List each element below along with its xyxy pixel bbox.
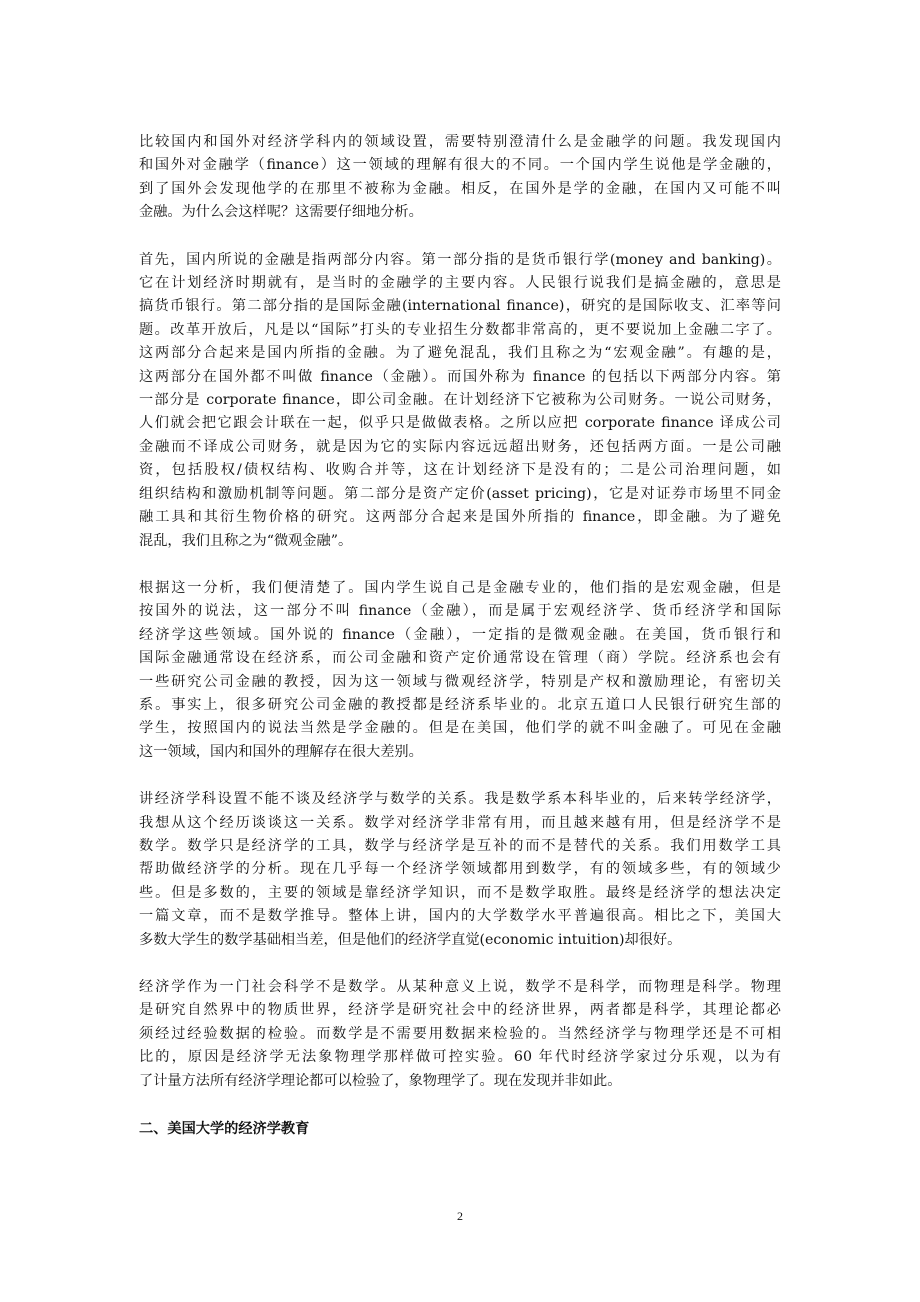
text-line: 金融。为什么会这样呢？这需要仔细地分析。 xyxy=(139,204,423,221)
text-line: 一些研究公司金融的教授，因为这一领域与微观经济学，特别是产权和激励理论，有密切关 xyxy=(139,673,781,690)
text-line: 根据这一分析，我们便清楚了。国内学生说自己是金融专业的，他们指的是宏观金融，但是 xyxy=(139,579,781,596)
paragraph-domestic-vs-foreign-finance xyxy=(139,249,781,553)
page-number: 2 xyxy=(457,1209,463,1223)
text-line: 这两部分合起来是国内所指的金融。为了避免混乱，我们且称之为“宏观金融”。有趣的是， xyxy=(139,345,781,362)
document-body xyxy=(139,131,781,1141)
text-line: 比的，原因是经济学无法象物理学那样做可控实验。60 年代时经济学家过分乐观，以为有 xyxy=(139,1049,781,1066)
text-line: 这一领域，国内和国外的理解存在很大差别。 xyxy=(139,743,423,760)
text-line: 它在计划经济时期就有，是当时的金融学的主要内容。人民银行说我们是搞金融的，意思是 xyxy=(139,275,781,292)
text-line: 搞货币银行。第二部分指的是国际金融(international finance)，研究的是国际收支、汇率等问 xyxy=(139,298,781,315)
text-line: 我想从这个经历谈谈这一关系。数学对经济学非常有用，而且越来越有用，但是经济学不是 xyxy=(139,814,781,831)
text-line: 人们就会把它跟会计联在一起，似乎只是做做表格。之所以应把 corporate finance 译成公司 xyxy=(139,415,781,432)
text-line: 了计量方法所有经济学理论都可以检验了，象物理学了。现在发现并非如此。 xyxy=(139,1072,622,1089)
paragraph-analysis-conclusion xyxy=(139,577,781,764)
text-line: 是研究自然界中的物质世界，经济学是研究社会中的经济世界，两者都是科学，其理论都必 xyxy=(139,1002,781,1019)
text-line: 这两部分在国外都不叫做 finance（金融）。而国外称为 finance 的包括以下两部分内容。第 xyxy=(139,368,781,385)
paragraph-finance-comparison xyxy=(139,131,781,225)
text-line: 学生，按照国内的说法当然是学金融的。但是在美国，他们学的就不叫金融了。可见在金融 xyxy=(139,720,781,737)
text-line: 组织结构和激励机制等问题。第二部分是资产定价(asset pricing)，它是对证券市场里不同金 xyxy=(139,485,781,502)
text-line: 讲经济学科设置不能不谈及经济学与数学的关系。我是数学系本科毕业的，后来转学经济学， xyxy=(139,791,781,808)
text-line: 和国外对金融学（finance）这一领域的理解有很大的不同。一个国内学生说他是学金融的， xyxy=(139,157,781,174)
paragraph-economics-and-math xyxy=(139,788,781,952)
text-line: 到了国外会发现他学的在那里不被称为金融。相反，在国外是学的金融，在国内又可能不叫 xyxy=(139,180,781,197)
text-line: 融工具和其衍生物价格的研究。这两部分合起来是国外所指的 finance，即金融。为了避免 xyxy=(139,509,781,526)
text-line: 一部分是 corporate finance，即公司金融。在计划经济下它被称为公司财务。一说公司财务， xyxy=(139,392,781,409)
text-line: 题。改革开放后，凡是以“国际”打头的专业招生分数都非常高的，更不要说加上金融二字了。 xyxy=(139,321,781,338)
text-line: 帮助做经济学的分析。现在几乎每一个经济学领域都用到数学，有的领域多些，有的领域少 xyxy=(139,861,781,878)
text-line: 些。但是多数的，主要的领域是靠经济学知识，而不是数学取胜。最终是经济学的想法决定 xyxy=(139,884,781,901)
text-line: 须经过经验数据的检验。而数学是不需要用数据来检验的。当然经济学与物理学还是不可相 xyxy=(139,1025,781,1042)
text-line: 比较国内和国外对经济学科内的领域设置，需要特别澄清什么是金融学的问题。我发现国内 xyxy=(139,134,781,150)
text-line: 数学。数学只是经济学的工具，数学与经济学是互补的而不是替代的关系。我们用数学工具 xyxy=(139,837,781,854)
text-line: 系。事实上，很多研究公司金融的教授都是经济系毕业的。北京五道口人民银行研究生部的 xyxy=(139,696,781,713)
paragraph-economics-as-science xyxy=(139,976,781,1093)
text-line: 混乱，我们且称之为“微观金融”。 xyxy=(139,532,353,549)
text-line: 首先，国内所说的金融是指两部分内容。第一部分指的是货币银行学(money and banking)。 xyxy=(139,251,781,268)
text-line: 多数大学生的数学基础相当差，但是他们的经济学直觉(economic intuition)却很好。 xyxy=(139,931,682,948)
text-line: 一篇文章，而不是数学推导。整体上讲，国内的大学数学水平普遍很高。相比之下，美国大 xyxy=(139,908,781,925)
text-line: 金融而不译成公司财务，就是因为它的实际内容远远超出财务，还包括两方面。一是公司融 xyxy=(139,438,781,455)
text-line: 经济学这些领域。国外说的 finance（金融），一定指的是微观金融。在美国，货币银行和 xyxy=(139,626,781,643)
text-line: 经济学作为一门社会科学不是数学。从某种意义上说，数学不是科学，而物理是科学。物理 xyxy=(139,979,781,995)
section-heading: 二、美国大学的经济学教育 xyxy=(139,1121,310,1138)
text-line: 按国外的说法，这一部分不叫 finance（金融），而是属于宏观经济学、货币经济学和国际 xyxy=(139,603,781,620)
text-line: 国际金融通常设在经济系，而公司金融和资产定价通常设在管理（商）学院。经济系也会有 xyxy=(139,650,781,667)
text-line: 资，包括股权/债权结构、收购合并等，这在计划经济下是没有的；二是公司治理问题，如 xyxy=(139,462,781,479)
